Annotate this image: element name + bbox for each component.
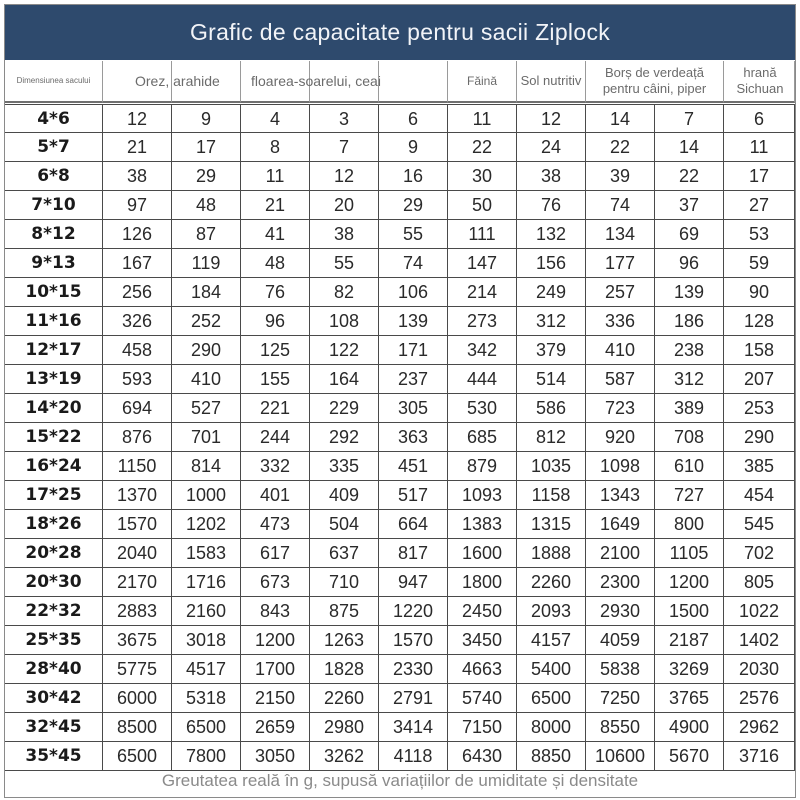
capacity-cell: 3269: [655, 655, 724, 683]
bag-size-cell: 32*45: [5, 713, 103, 741]
capacity-cell: 2962: [724, 713, 795, 741]
capacity-cell: 12: [103, 105, 172, 133]
capacity-cell: 401: [241, 481, 310, 509]
capacity-cell: 4900: [655, 713, 724, 741]
capacity-cell: 800: [655, 510, 724, 538]
capacity-cell: 24: [517, 133, 586, 161]
capacity-cell: 1200: [655, 568, 724, 596]
capacity-cell: 6: [724, 105, 795, 133]
bag-size-cell: 12*17: [5, 336, 103, 364]
capacity-cell: 2093: [517, 597, 586, 625]
table-row: [5, 684, 795, 713]
table-row: [5, 191, 795, 220]
capacity-cell: 1570: [379, 626, 448, 654]
header-sichuan-food: hrană Sichuan: [724, 61, 795, 103]
capacity-cell: 473: [241, 510, 310, 538]
bag-size-cell: 15*22: [5, 423, 103, 451]
table-row: [5, 307, 795, 336]
capacity-cell: 29: [379, 191, 448, 219]
capacity-cell: 504: [310, 510, 379, 538]
capacity-cell: 48: [241, 249, 310, 277]
capacity-cell: 1022: [724, 597, 795, 625]
capacity-cell: 111: [448, 220, 517, 248]
capacity-cell: 1888: [517, 539, 586, 567]
footer-text: Greutatea reală în g, supusă variațiilor de umiditate și densitate: [161, 771, 639, 790]
capacity-cell: 5318: [172, 684, 241, 712]
capacity-cell: 147: [448, 249, 517, 277]
capacity-cell: 74: [379, 249, 448, 277]
header-dog-greens-pepper: Borș de verdeață pentru câini, piper: [586, 61, 724, 103]
bag-size-cell: 9*13: [5, 249, 103, 277]
capacity-cell: 805: [724, 568, 795, 596]
capacity-cell: 7150: [448, 713, 517, 741]
capacity-cell: 4517: [172, 655, 241, 683]
capacity-cell: 2170: [103, 568, 172, 596]
capacity-cell: 335: [310, 452, 379, 480]
capacity-cell: 514: [517, 365, 586, 393]
capacity-cell: 702: [724, 539, 795, 567]
capacity-cell: 2450: [448, 597, 517, 625]
capacity-cell: 673: [241, 568, 310, 596]
capacity-cell: 312: [517, 307, 586, 335]
capacity-cell: 1158: [517, 481, 586, 509]
capacity-cell: 8: [241, 133, 310, 161]
capacity-cell: 53: [724, 220, 795, 248]
capacity-cell: 158: [724, 336, 795, 364]
capacity-cell: 879: [448, 452, 517, 480]
capacity-cell: 14: [655, 133, 724, 161]
table-row: [5, 162, 795, 191]
capacity-cell: 7: [310, 133, 379, 161]
capacity-cell: 4663: [448, 655, 517, 683]
capacity-cell: 96: [241, 307, 310, 335]
capacity-cell: 312: [655, 365, 724, 393]
capacity-cell: 273: [448, 307, 517, 335]
capacity-cell: 2160: [172, 597, 241, 625]
bag-size-cell: 5*7: [5, 133, 103, 161]
capacity-cell: 814: [172, 452, 241, 480]
capacity-cell: 1098: [586, 452, 655, 480]
capacity-cell: 3018: [172, 626, 241, 654]
header-col-4: [310, 61, 379, 103]
capacity-cell: 7: [655, 105, 724, 133]
capacity-cell: 96: [655, 249, 724, 277]
capacity-cell: 8550: [586, 713, 655, 741]
table-row: [5, 626, 795, 655]
capacity-cell: 3450: [448, 626, 517, 654]
capacity-cell: 517: [379, 481, 448, 509]
table-row: [5, 452, 795, 481]
capacity-cell: 617: [241, 539, 310, 567]
capacity-cell: 1383: [448, 510, 517, 538]
capacity-cell: 50: [448, 191, 517, 219]
capacity-cell: 108: [310, 307, 379, 335]
capacity-cell: 1093: [448, 481, 517, 509]
capacity-cell: 22: [586, 133, 655, 161]
capacity-cell: 2330: [379, 655, 448, 683]
page-title: [5, 5, 795, 60]
bag-size-cell: 20*28: [5, 539, 103, 567]
capacity-cell: 727: [655, 481, 724, 509]
capacity-cell: 290: [172, 336, 241, 364]
capacity-cell: 3765: [655, 684, 724, 712]
bag-size-cell: 30*42: [5, 684, 103, 712]
capacity-cell: 22: [655, 162, 724, 190]
capacity-cell: 20: [310, 191, 379, 219]
capacity-cell: 5670: [655, 742, 724, 770]
capacity-cell: 1828: [310, 655, 379, 683]
capacity-cell: 610: [655, 452, 724, 480]
table-row: [5, 220, 795, 249]
capacity-cell: 530: [448, 394, 517, 422]
capacity-cell: 1800: [448, 568, 517, 596]
bag-size-cell: 35*45: [5, 742, 103, 770]
capacity-cell: 244: [241, 423, 310, 451]
capacity-cell: 1370: [103, 481, 172, 509]
capacity-cell: 444: [448, 365, 517, 393]
capacity-cell: 1000: [172, 481, 241, 509]
capacity-cell: 214: [448, 278, 517, 306]
capacity-cell: 14: [586, 105, 655, 133]
capacity-cell: 9: [172, 105, 241, 133]
capacity-cell: 4059: [586, 626, 655, 654]
capacity-cell: 3: [310, 105, 379, 133]
capacity-cell: 82: [310, 278, 379, 306]
capacity-cell: 38: [310, 220, 379, 248]
table-row: [5, 597, 795, 626]
capacity-cell: 1700: [241, 655, 310, 683]
title-text: Grafic de capacitate pentru sacii Ziplock: [189, 19, 611, 45]
table-row: [5, 742, 795, 771]
header-sunflower-tea: floarea-soarelui, ceai: [241, 61, 310, 103]
capacity-cell: 410: [586, 336, 655, 364]
capacity-cell: 11: [724, 133, 795, 161]
capacity-cell: 4: [241, 105, 310, 133]
capacity-cell: 6500: [172, 713, 241, 741]
bag-size-cell: 10*15: [5, 278, 103, 306]
capacity-cell: 723: [586, 394, 655, 422]
capacity-cell: 16: [379, 162, 448, 190]
capacity-cell: 69: [655, 220, 724, 248]
capacity-cell: 817: [379, 539, 448, 567]
capacity-cell: 326: [103, 307, 172, 335]
capacity-cell: 12: [517, 105, 586, 133]
table-row: [5, 568, 795, 597]
capacity-cell: 41: [241, 220, 310, 248]
header-nutrient-soil: Sol nutritiv: [517, 61, 586, 103]
capacity-cell: 11: [448, 105, 517, 133]
capacity-cell: 21: [241, 191, 310, 219]
capacity-cell: 332: [241, 452, 310, 480]
bag-size-cell: 17*25: [5, 481, 103, 509]
table-row: [5, 394, 795, 423]
capacity-cell: 29: [172, 162, 241, 190]
capacity-cell: 305: [379, 394, 448, 422]
capacity-cell: 2980: [310, 713, 379, 741]
capacity-cell: 6500: [103, 742, 172, 770]
capacity-cell: 379: [517, 336, 586, 364]
capacity-cell: 4157: [517, 626, 586, 654]
capacity-cell: 139: [655, 278, 724, 306]
capacity-cell: 1150: [103, 452, 172, 480]
capacity-cell: 257: [586, 278, 655, 306]
capacity-cell: 55: [310, 249, 379, 277]
capacity-cell: 5838: [586, 655, 655, 683]
capacity-cell: 637: [310, 539, 379, 567]
capacity-cell: 2260: [310, 684, 379, 712]
bag-size-cell: 20*30: [5, 568, 103, 596]
table-row: [5, 713, 795, 742]
capacity-cell: 1315: [517, 510, 586, 538]
capacity-cell: 8850: [517, 742, 586, 770]
capacity-cell: 363: [379, 423, 448, 451]
capacity-cell: 701: [172, 423, 241, 451]
capacity-cell: 125: [241, 336, 310, 364]
capacity-cell: 587: [586, 365, 655, 393]
capacity-cell: 10600: [586, 742, 655, 770]
bag-size-cell: 14*20: [5, 394, 103, 422]
capacity-cell: 186: [655, 307, 724, 335]
capacity-cell: 664: [379, 510, 448, 538]
capacity-cell: 76: [517, 191, 586, 219]
capacity-cell: 2040: [103, 539, 172, 567]
capacity-cell: 2576: [724, 684, 795, 712]
table-header: [5, 61, 795, 103]
header-bag-size: Dimensiunea sacului: [5, 61, 103, 103]
capacity-cell: 3262: [310, 742, 379, 770]
capacity-cell: 5775: [103, 655, 172, 683]
capacity-cell: 2260: [517, 568, 586, 596]
capacity-cell: 2659: [241, 713, 310, 741]
table-row: [5, 104, 795, 133]
bag-size-cell: 8*12: [5, 220, 103, 248]
capacity-cell: 8500: [103, 713, 172, 741]
capacity-cell: 9: [379, 133, 448, 161]
capacity-cell: 5400: [517, 655, 586, 683]
capacity-cell: 39: [586, 162, 655, 190]
capacity-cell: 2300: [586, 568, 655, 596]
bag-size-cell: 25*35: [5, 626, 103, 654]
capacity-cell: 11: [241, 162, 310, 190]
capacity-cell: 1035: [517, 452, 586, 480]
capacity-cell: 389: [655, 394, 724, 422]
capacity-cell: 409: [310, 481, 379, 509]
capacity-cell: 1716: [172, 568, 241, 596]
capacity-cell: 1220: [379, 597, 448, 625]
capacity-cell: 2187: [655, 626, 724, 654]
capacity-cell: 336: [586, 307, 655, 335]
table-row: [5, 278, 795, 307]
capacity-cell: 947: [379, 568, 448, 596]
header-rice-peanuts: Orez, arahide: [103, 61, 172, 103]
capacity-cell: 458: [103, 336, 172, 364]
capacity-cell: 48: [172, 191, 241, 219]
capacity-cell: 545: [724, 510, 795, 538]
capacity-cell: 451: [379, 452, 448, 480]
capacity-cell: 132: [517, 220, 586, 248]
capacity-cell: 17: [172, 133, 241, 161]
capacity-cell: 6430: [448, 742, 517, 770]
capacity-cell: 385: [724, 452, 795, 480]
table-row: [5, 336, 795, 365]
capacity-cell: 710: [310, 568, 379, 596]
capacity-cell: 342: [448, 336, 517, 364]
capacity-cell: 708: [655, 423, 724, 451]
capacity-cell: 875: [310, 597, 379, 625]
capacity-cell: 593: [103, 365, 172, 393]
bag-size-cell: 4*6: [5, 105, 103, 133]
capacity-cell: 167: [103, 249, 172, 277]
capacity-cell: 812: [517, 423, 586, 451]
capacity-cell: 252: [172, 307, 241, 335]
table-row: [5, 539, 795, 568]
header-col-2: [172, 61, 241, 103]
capacity-cell: 1500: [655, 597, 724, 625]
capacity-cell: 30: [448, 162, 517, 190]
capacity-cell: 238: [655, 336, 724, 364]
capacity-cell: 119: [172, 249, 241, 277]
capacity-cell: 38: [103, 162, 172, 190]
capacity-cell: 256: [103, 278, 172, 306]
capacity-cell: 221: [241, 394, 310, 422]
capacity-cell: 2100: [586, 539, 655, 567]
capacity-cell: 249: [517, 278, 586, 306]
table-row: [5, 133, 795, 162]
capacity-cell: 454: [724, 481, 795, 509]
capacity-cell: 156: [517, 249, 586, 277]
capacity-cell: 22: [448, 133, 517, 161]
bag-size-cell: 13*19: [5, 365, 103, 393]
capacity-cell: 177: [586, 249, 655, 277]
capacity-cell: 2930: [586, 597, 655, 625]
capacity-cell: 7800: [172, 742, 241, 770]
capacity-cell: 8000: [517, 713, 586, 741]
capacity-cell: 21: [103, 133, 172, 161]
capacity-cell: 12: [310, 162, 379, 190]
capacity-cell: 1402: [724, 626, 795, 654]
capacity-cell: 76: [241, 278, 310, 306]
capacity-cell: 17: [724, 162, 795, 190]
capacity-cell: 292: [310, 423, 379, 451]
capacity-cell: 27: [724, 191, 795, 219]
table-row: [5, 481, 795, 510]
capacity-cell: 694: [103, 394, 172, 422]
capacity-cell: 171: [379, 336, 448, 364]
capacity-cell: 527: [172, 394, 241, 422]
capacity-cell: 3050: [241, 742, 310, 770]
table-row: [5, 365, 795, 394]
table-row: [5, 249, 795, 278]
capacity-cell: 3414: [379, 713, 448, 741]
capacity-cell: 6500: [517, 684, 586, 712]
capacity-cell: 229: [310, 394, 379, 422]
capacity-cell: 1202: [172, 510, 241, 538]
capacity-cell: 37: [655, 191, 724, 219]
capacity-cell: 74: [586, 191, 655, 219]
capacity-cell: 253: [724, 394, 795, 422]
capacity-table: [5, 104, 795, 771]
capacity-cell: 164: [310, 365, 379, 393]
capacity-cell: 1343: [586, 481, 655, 509]
capacity-cell: 7250: [586, 684, 655, 712]
bag-size-cell: 22*32: [5, 597, 103, 625]
capacity-cell: 122: [310, 336, 379, 364]
capacity-cell: 1583: [172, 539, 241, 567]
bag-size-cell: 16*24: [5, 452, 103, 480]
capacity-cell: 1105: [655, 539, 724, 567]
capacity-cell: 586: [517, 394, 586, 422]
capacity-cell: 843: [241, 597, 310, 625]
capacity-cell: 38: [517, 162, 586, 190]
bag-size-cell: 7*10: [5, 191, 103, 219]
capacity-cell: 1600: [448, 539, 517, 567]
capacity-cell: 106: [379, 278, 448, 306]
bag-size-cell: 11*16: [5, 307, 103, 335]
bag-size-cell: 6*8: [5, 162, 103, 190]
capacity-cell: 2791: [379, 684, 448, 712]
header-flour: Făină: [448, 61, 517, 103]
capacity-cell: 685: [448, 423, 517, 451]
capacity-cell: 207: [724, 365, 795, 393]
capacity-cell: 2150: [241, 684, 310, 712]
capacity-cell: 876: [103, 423, 172, 451]
capacity-cell: 55: [379, 220, 448, 248]
header-col-5: [379, 61, 448, 103]
footer-note: [5, 768, 795, 794]
capacity-cell: 87: [172, 220, 241, 248]
table-row: [5, 655, 795, 684]
table-row: [5, 510, 795, 539]
bag-size-cell: 18*26: [5, 510, 103, 538]
capacity-cell: 5740: [448, 684, 517, 712]
capacity-cell: 134: [586, 220, 655, 248]
bag-size-cell: 28*40: [5, 655, 103, 683]
capacity-cell: 2883: [103, 597, 172, 625]
capacity-cell: 290: [724, 423, 795, 451]
capacity-cell: 1570: [103, 510, 172, 538]
capacity-cell: 237: [379, 365, 448, 393]
capacity-cell: 59: [724, 249, 795, 277]
capacity-cell: 6: [379, 105, 448, 133]
capacity-cell: 139: [379, 307, 448, 335]
capacity-cell: 1649: [586, 510, 655, 538]
capacity-cell: 126: [103, 220, 172, 248]
capacity-cell: 3675: [103, 626, 172, 654]
capacity-cell: 410: [172, 365, 241, 393]
capacity-cell: 4118: [379, 742, 448, 770]
capacity-cell: 155: [241, 365, 310, 393]
capacity-cell: 6000: [103, 684, 172, 712]
capacity-cell: 97: [103, 191, 172, 219]
capacity-cell: 920: [586, 423, 655, 451]
capacity-cell: 3716: [724, 742, 795, 770]
table-row: [5, 423, 795, 452]
capacity-cell: 1200: [241, 626, 310, 654]
capacity-cell: 184: [172, 278, 241, 306]
capacity-cell: 90: [724, 278, 795, 306]
capacity-cell: 128: [724, 307, 795, 335]
capacity-cell: 1263: [310, 626, 379, 654]
capacity-cell: 2030: [724, 655, 795, 683]
